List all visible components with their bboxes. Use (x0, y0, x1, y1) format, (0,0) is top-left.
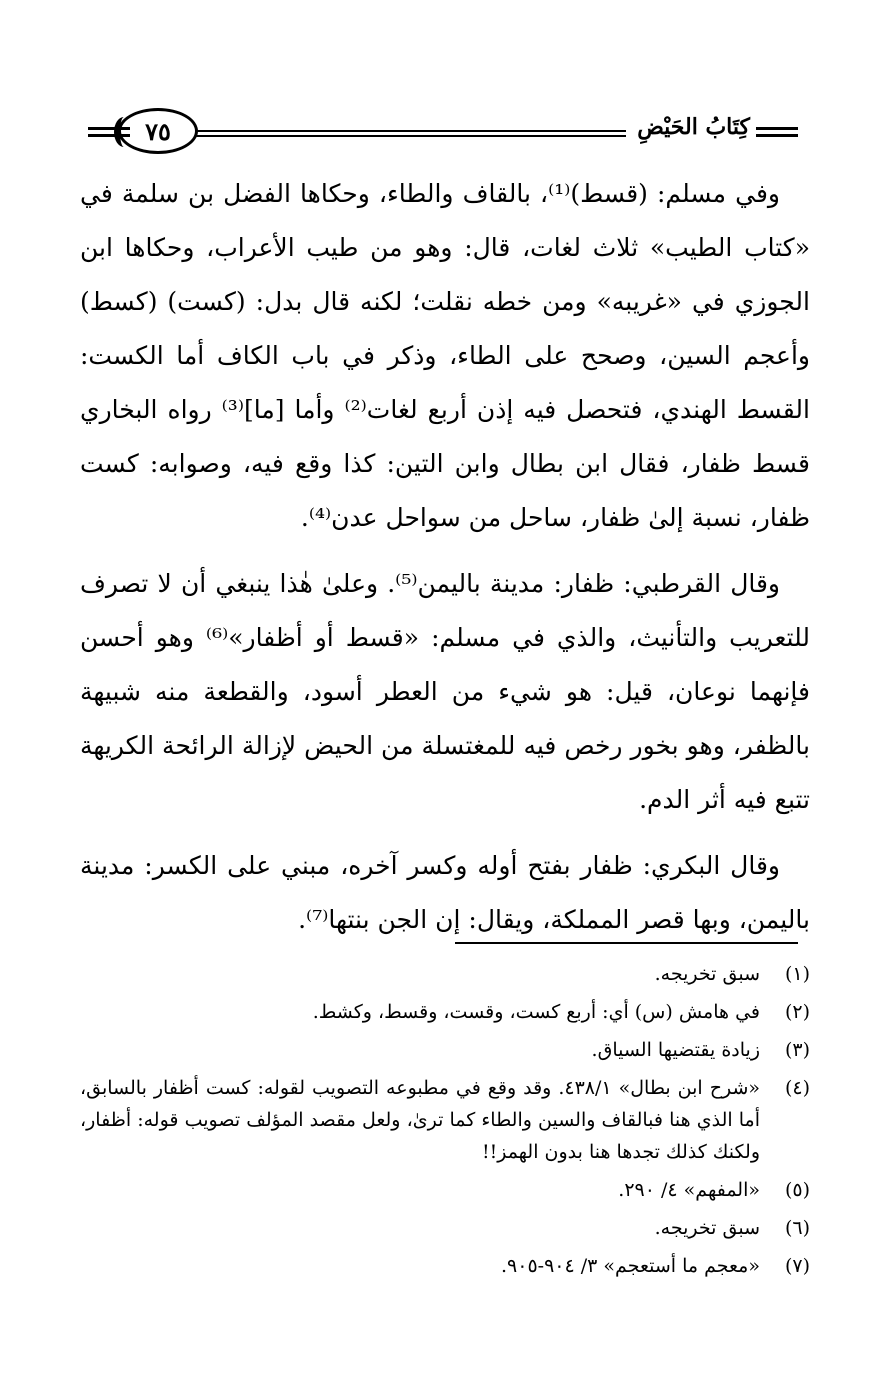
footnote-number: (٥) (784, 1179, 810, 1201)
footnote-text: سبق تخريجه. (654, 1217, 760, 1239)
footnote-item (80, 1174, 810, 1206)
page-number: ٧٥ (145, 116, 171, 146)
footnote-number: (٦) (784, 1217, 810, 1239)
page-number-badge (118, 108, 198, 154)
footnotes (80, 958, 810, 1288)
page-header (0, 104, 885, 160)
footnote-text: «شرح ابن بطال» ٤٣٨/١. وقد وقع في مطبوعه التصويب لقوله: كست أظفار بالسابق، أما الذي هنا فبالقاف والسين والطاء كما ترىٰ، ولعل مقصد المؤلف تصويب قوله: أظفار، ولكنك كذلك تجدها هنا بدون الهمز!! (80, 1077, 760, 1163)
footnote-number: (٢) (784, 1001, 810, 1023)
footnote-item (80, 958, 810, 990)
footnote-item (80, 1072, 810, 1168)
footnote-item (80, 996, 810, 1028)
header-rule-middle (196, 130, 626, 140)
footnote-number: (٧) (784, 1255, 810, 1277)
footnote-number: (١) (784, 963, 810, 985)
footnote-text: «المفهم» ٤/ ٢٩٠. (618, 1179, 760, 1201)
header-rule-right (756, 127, 798, 141)
main-text (80, 167, 810, 959)
chapter-title: كِتَابُ الحَيْضِ (637, 114, 750, 140)
footnote-number: (٤) (784, 1077, 810, 1099)
footnote-item (80, 1250, 810, 1282)
footnote-number: (٣) (784, 1039, 810, 1061)
footnote-text: زيادة يقتضيها السياق. (591, 1039, 760, 1061)
footnote-item (80, 1212, 810, 1244)
footnote-item (80, 1034, 810, 1066)
paragraph: وقال البكري: ظفار بفتح أوله وكسر آخره، مبني على الكسر: مدينة باليمن، وبها قصر المملكة، ويقال: إن الجن بنتها⁽⁷⁾. (80, 851, 810, 934)
footnote-text: في هامش (س) أي: أربع كست، وقست، وقسط، وكشط. (312, 1001, 760, 1023)
footnote-text: سبق تخريجه. (654, 963, 760, 985)
footnote-text: «معجم ما أستعجم» ٣/ ٩٠٤-٩٠٥. (501, 1255, 760, 1277)
footnote-separator (455, 942, 798, 944)
paragraph: وفي مسلم: (قسط)⁽¹⁾، بالقاف والطاء، وحكاها الفضل بن سلمة في «كتاب الطيب» ثلاث لغات، قال: وهو من طيب الأعراب، وحكاها ابن الجوزي في «غريبه» ومن خطه نقلت؛ لكنه قال بدل: (كست) (كسط) وأعجم السين، وصحح على الطاء، وذكر في باب الكاف أما الكست: القسط الهندي، فتحصل فيه إذن أربع لغات⁽²⁾ وأما [ما]⁽³⁾ رواه البخاري قسط ظفار، فقال ابن بطال وابن التين: كذا وقع فيه، وصوابه: كست ظفار، نسبة إلىٰ ظفار، ساحل من سواحل عدن⁽⁴⁾. (80, 179, 810, 532)
paragraph: وقال القرطبي: ظفار: مدينة باليمن⁽⁵⁾. وعلىٰ هٰذا ينبغي أن لا تصرف للتعريب والتأنيث، والذي في مسلم: «قسط أو أظفار»⁽⁶⁾ وهو أحسن فإنهما نوعان، قيل: هو شيء من العطر أسود، والقطعة منه شبيهة بالظفر، وهو بخور رخص فيه للمغتسلة من الحيض لإزالة الرائحة الكريهة تتبع فيه أثر الدم. (80, 569, 810, 814)
